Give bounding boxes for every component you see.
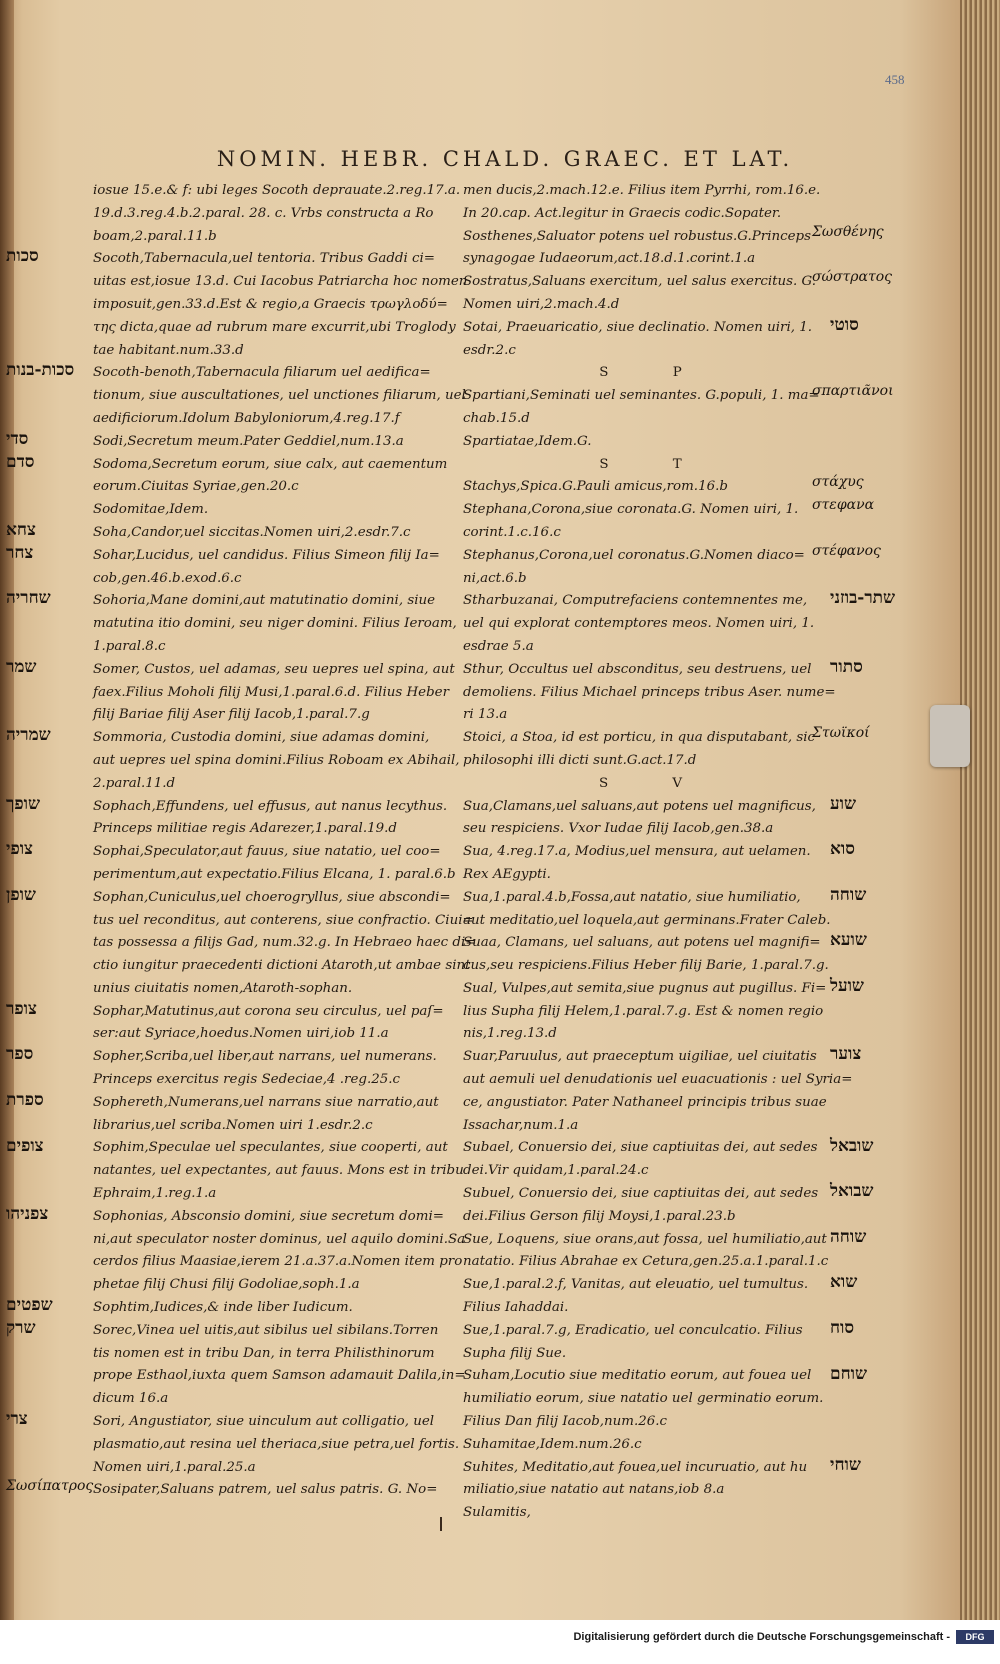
text-line: natantes, uel expectantes, aut fauus. Mons est in tribu (93, 1163, 464, 1179)
text-line: Nomen uiri,2.mach.4.d (463, 296, 620, 312)
text-line: aedificiorum.Idolum Babyloniorum,4.reg.17.f (93, 410, 400, 426)
text-line: natatio. Filius Abrahae ex Cetura,gen.25.a.1.paral.1.c (463, 1254, 829, 1270)
text-line: Supha filij Sue. (463, 1345, 567, 1361)
margin-headword: שובאל (830, 1135, 874, 1156)
text-line: Spartiani,Seminati uel seminantes. G.populi, 1. ma= (463, 388, 820, 404)
text-line: Sue,1.paral.2.f, Vanitas, aut eleuatio, uel tumultus. (463, 1277, 809, 1293)
folio-number: 458 (885, 72, 905, 87)
catchword-mark (440, 1517, 442, 1531)
margin-headword: שרק (6, 1318, 36, 1338)
text-line: uel qui explorat contemptores meos. Nomen uiri, 1. (463, 616, 815, 632)
text-line: Subuel, Conuersio dei, siue captiuitas dei, aut sedes (463, 1186, 819, 1202)
text-line: chab.15.d (463, 410, 530, 426)
margin-headword: סתור (830, 656, 863, 677)
text-line: cus,seu respiciens.Filius Heber filij Barie, 1.paral.7.g. (463, 958, 829, 974)
text-line: Somer, Custos, uel adamas, seu uepres uel spina, aut (93, 661, 455, 677)
text-line: miliatio,siue natatio aut natans,iob 8.a (463, 1482, 725, 1498)
text-line: Sohoria,Mane domini,aut matutinatio domini, siue (93, 593, 436, 609)
text-line: Socoth,Tabernacula,uel tentoria. Tribus Gaddi ci= (93, 251, 436, 267)
text-line: aut uepres uel spina domini.Filius Roboam ex Abihail, (93, 752, 460, 768)
margin-headword: סכות-בנות (6, 360, 75, 381)
text-line: In 20.cap. Act.legitur in Graecis codic.Sopater. (463, 205, 782, 221)
margin-headword: שבואל (830, 1181, 874, 1202)
text-line: Sue,1.paral.7.g, Eradicatio, uel conculcatio. Filius (463, 1322, 803, 1338)
text-line: Sthur, Occultus uel absconditus, seu destruens, uel (463, 661, 812, 677)
text-line: cerdos filius Maasiae,ierem 21.a.37.a.Nomen item pro (93, 1254, 463, 1270)
margin-headword: Σωσθένης (812, 223, 884, 240)
footer-credit: Digitalisierung gefördert durch die Deutsche Forschungsgemeinschaft - (573, 1631, 950, 1643)
text-line: uitas est,iosue 13.d. Cui Iacobus Patriarcha hoc nomen (93, 274, 468, 290)
margin-headword: צחר (6, 542, 34, 563)
margin-headword: שפטים (6, 1295, 53, 1316)
text-line: synagogae Iudaeorum,act.18.d.1.corint.1.a (463, 251, 756, 267)
margin-headword: ספר (6, 1044, 34, 1065)
text-line: Suham,Locutio siue meditatio eorum, aut fouea uel (463, 1368, 812, 1384)
margin-headword: שוחה (830, 884, 867, 905)
margin-headword: שמר (6, 656, 37, 677)
text-line: tionum, siue auscultationes, uel unctiones filiarum, uel (93, 388, 466, 404)
left-column (93, 180, 477, 1502)
margin-headword: στέφανος (812, 542, 881, 559)
text-line: ce, angustiator. Pater Nathaneel principis tribus suae (463, 1094, 827, 1110)
margin-headword: שוע (830, 793, 857, 814)
text-line: eorum.Ciuitas Syriae,gen.20.c (93, 479, 299, 495)
margin-headword: שועא (830, 930, 867, 951)
text-line: 2.paral.11.d (93, 775, 176, 791)
text-line: Sopher,Scriba,uel liber,aut narrans, uel numerans. (93, 1049, 437, 1065)
text-line: Stachys,Spica.G.Pauli amicus,rom.16.b (463, 479, 728, 495)
margin-headword: צפניהו (6, 1204, 49, 1224)
text-line: Sophereth,Numerans,uel narrans siue narratio,aut (93, 1094, 439, 1110)
text-line: demoliens. Filius Michael princeps tribus Aser. nume= (463, 684, 836, 700)
text-line: phetae filij Chusi filij Godoliae,soph.1.a (93, 1277, 360, 1293)
text-line: Stoici, a Stoa, id est porticu, in qua disputabant, sic (463, 730, 816, 746)
text-line: της dicta,quae ad rubrum mare excurrit,ubi Troglody (93, 319, 456, 335)
margin-headword: σπαρτιᾶνοι (812, 383, 894, 400)
text-line: Sual, Vulpes,aut semita,siue pugnus aut pugillus. Fi= (463, 980, 827, 996)
margin-headword: שתר-בוזני (830, 588, 896, 609)
text-line: dicum 16.a (93, 1391, 169, 1407)
text-line: Sotai, Praeuaricatio, siue declinatio. Nomen uiri, 1. (463, 319, 813, 335)
text-line: Sodi,Secretum meum.Pater Geddiel,num.13.a (93, 433, 404, 449)
text-line: Sohar,Lucidus, uel candidus. Filius Simeon filij Ia= (93, 547, 440, 563)
margin-headword: שוחם (830, 1363, 868, 1384)
text-line: Suaa, Clamans, uel saluans, aut potens uel magnifi= (463, 935, 821, 951)
text-line: Stharbuzanai, Computrefaciens contemnentes me, (463, 593, 808, 609)
text-line: Sodoma,Secretum eorum, siue calx, aut caementum (93, 456, 448, 472)
text-line: Sophar,Matutinus,aut corona seu circulus, uel paſ= (93, 1003, 444, 1019)
text-line: Sua,Clamans,uel saluans,aut potens uel magnificus, (463, 798, 816, 814)
text-line: Sori, Angustiator, siue uinculum aut colligatio, uel (93, 1414, 435, 1430)
margin-headword: σώστρατος (812, 269, 892, 286)
margin-headword: στάχυς (812, 474, 864, 491)
margin-headword: ספרת (6, 1090, 44, 1110)
text-line: Nomen uiri,1.paral.25.a (93, 1459, 256, 1475)
margin-headword: סדי (6, 428, 29, 449)
text-line: dei.Vir quidam,1.paral.24.c (463, 1163, 649, 1179)
text-line: Sorec,Vinea uel uitis,aut sibilus uel sibilans.Torren (93, 1322, 439, 1338)
text-line: Suhites, Meditatio,aut fouea,uel incuruatio, aut hu (463, 1459, 808, 1475)
text-line: prope Esthaol,iuxta quem Samson adamauit Dalila,in= (93, 1368, 466, 1384)
margin-headword: צופים (6, 1135, 44, 1156)
text-line: librarius,uel scriba.Nomen uiri 1.esdr.2.c (93, 1117, 373, 1133)
text-line: perimentum,aut expectatio.Filius Elcana, 1. paral.6.b (93, 866, 456, 882)
margin-headword: צוער (830, 1044, 862, 1065)
text-line: Sua,1.paral.4.b,Fossa,aut natatio, siue humiliatio, (463, 889, 801, 905)
text-line: Sosthenes,Saluator potens uel robustus.G.Princeps (463, 228, 811, 244)
text-line: corint.1.c.16.c (463, 524, 561, 540)
text-line: ni,aut speculator noster dominus, uel aquilo domini.Sa (93, 1231, 466, 1247)
text-line: Sophtim,Iudices,& inde liber Iudicum. (93, 1300, 353, 1316)
margin-headword: שמריה (6, 725, 51, 746)
text-line: S P (599, 365, 712, 381)
text-line: ni,act.6.b (463, 570, 527, 586)
text-line: humiliatio eorum, siue natatio uel germinatio eorum. (463, 1391, 824, 1407)
margin-headword: סוא (830, 839, 855, 860)
text-line: unius ciuitatis nomen,Ataroth-sophan. (93, 980, 353, 996)
text-line: Sosipater,Saluans patrem, uel salus patris. G. No= (93, 1482, 438, 1498)
text-line: tis nomen est in tribu Dan, in terra Philisthinorum (93, 1345, 435, 1361)
dfg-logo: DFG (956, 1630, 994, 1644)
margin-headword: סוח (830, 1318, 855, 1338)
text-line: Sophan,Cuniculus,uel choerogryllus, siue abscondi= (93, 889, 451, 905)
text-line: Suhamitae,Idem.num.26.c (463, 1436, 642, 1452)
margin-headword: צופי (6, 839, 33, 860)
text-line: Filius Dan filij Iacob,num.26.c (463, 1414, 668, 1430)
text-line: Issachar,num.1.a (463, 1117, 579, 1133)
text-line: aut aemuli uel denudationis uel euacuationis : uel Syria= (463, 1072, 853, 1088)
text-line: men ducis,2.mach.12.e. Filius item Pyrrhi, rom.16.e. (463, 183, 821, 198)
text-line: boam,2.paral.11.b (93, 228, 217, 244)
text-line: Subael, Conuersio dei, siue captiuitas dei, aut sedes (463, 1140, 818, 1156)
text-line: Socoth-benoth,Tabernacula filiarum uel aedifica= (93, 365, 431, 381)
text-line: seu respiciens. Vxor Iudae filij Iacob,gen.38.a (463, 821, 774, 837)
text-line: aut meditatio,uel loquela,aut germinans.Frater Caleb. (463, 912, 831, 928)
text-line: Sophonias, Absconsio domini, siue secretum domi= (93, 1208, 444, 1224)
text-line: Spartiatae,Idem.G. (463, 433, 592, 449)
margin-headword: στεφανα (812, 497, 875, 514)
text-line: Stephana,Corona,siue coronata.G. Nomen uiri, 1. (463, 502, 799, 518)
text-line: Sostratus,Saluans exercitum, uel salus exercitus. G. (463, 274, 817, 290)
text-line: imposuit,gen.33.d.Est & regio,a Graecis τρωγλοδύ= (93, 296, 448, 312)
text-line: ctio iungitur praecedenti dictioni Ataroth,ut ambae sint (93, 958, 471, 974)
text-line: iosue 15.e.& f: ubi leges Socoth deprauate.2.reg.17.a. (93, 183, 461, 198)
text-line: tae habitant.num.33.d (93, 342, 244, 358)
margin-headword: צחא (6, 520, 36, 540)
text-line: 1.paral.8.c (93, 638, 166, 654)
text-line: Sophach,Effundens, uel effusus, aut nanus lecythus. (93, 798, 448, 814)
margin-headword: שוחה (830, 1226, 867, 1247)
text-line: cob,gen.46.b.exod.6.c (93, 570, 242, 586)
text-line: faex.Filius Moholi filij Musi,1.paral.6.d. Filius Heber (93, 684, 450, 700)
text-line: Sophai,Speculator,aut fauus, siue natatio, uel coo= (93, 844, 441, 860)
text-line: Sodomitae,Idem. (93, 502, 209, 518)
text-line: lius Supha filij Helem,1.paral.7.g. Est & nomen regio (463, 1003, 824, 1019)
text-line: Sue, Loquens, siue orans,aut fossa, uel humiliatio,aut (463, 1231, 827, 1247)
text-line: Princeps exercitus regis Sedeciae,4 .reg.25.c (93, 1072, 400, 1088)
margin-headword: צופר (6, 998, 37, 1019)
text-line: 19.d.3.reg.4.b.2.paral. 28. c. Vrbs constructa a Ro (93, 205, 434, 221)
margin-headword: סדם (6, 451, 35, 472)
text-line: tas possessa a filijs Gad, num.32.g. In Hebraeo haec di= (93, 935, 477, 951)
text-line: matutina itio domini, seu niger domini. Filius Ieroam, (93, 616, 457, 632)
margin-headword: Στωϊκοί (812, 725, 870, 742)
margin-headword: שופן (6, 884, 36, 905)
text-line: tus uel reconditus, aut conterens, siue confractio. Ciui= (93, 912, 474, 928)
text-line: Filius Iahaddai. (463, 1300, 569, 1316)
margin-headword: שוא (830, 1272, 858, 1293)
text-line: esdrae 5.a (463, 638, 534, 654)
text-line: Ephraim,1.reg.1.a (93, 1186, 217, 1202)
margin-headword: שוחי (830, 1454, 861, 1475)
margin-headword: Σωσίπατρος (6, 1477, 94, 1494)
text-line: philosophi illi dicti sunt.G.act.17.d (463, 752, 697, 768)
text-line: esdr.2.c (463, 342, 516, 358)
text-line: Rex AEgypti. (463, 866, 551, 882)
page-block-edge (960, 0, 1000, 1620)
text-line: nis,1.reg.13.d (463, 1026, 557, 1042)
text-line: dei.Filius Gerson filij Moysi,1.paral.23.b (463, 1208, 736, 1224)
footer-bar (0, 1620, 1000, 1664)
text-line: Soha,Candor,uel siccitas.Nomen uiri,2.esdr.7.c (93, 524, 411, 540)
text-line: Sua, 4.reg.17.a, Modius,uel mensura, aut uelamen. (463, 844, 811, 860)
text-line: Sulamitis, (463, 1505, 531, 1521)
text-line: Suar,Paruulus, aut praeceptum uigiliae, uel ciuitatis (463, 1049, 817, 1065)
margin-headword: שועל (830, 976, 864, 996)
text-line: Stephanus,Corona,uel coronatus.G.Nomen diaco= (463, 547, 805, 563)
text-line: filij Bariae filij Aser filij Iacob,1.paral.7.g (93, 707, 370, 723)
margin-headword: שחריה (6, 588, 51, 609)
text-line: Princeps militiae regis Adarezer,1.paral.19.d (93, 821, 397, 837)
margin-headword: סוטי (830, 314, 859, 335)
bookmark-tab (930, 705, 970, 767)
margin-headword: שופך (6, 793, 40, 814)
text-line: Sophim,Speculae uel speculantes, siue cooperti, aut (93, 1140, 448, 1156)
running-head: NOMIN. HEBR. CHALD. GRAEC. ET LAT. (216, 147, 794, 171)
text-line: ser:aut Syriace,hoedus.Nomen uiri,iob 11.a (93, 1026, 389, 1042)
margin-headword: סכות (6, 246, 39, 267)
text-line: S T (599, 456, 712, 472)
text-line: S V (598, 775, 713, 791)
text-line: ri 13.a (463, 707, 508, 723)
margin-headword: צרי (6, 1409, 28, 1430)
text-line: Sommoria, Custodia domini, siue adamas domini, (93, 730, 430, 746)
text-line: plasmatio,aut resina uel theriaca,siue petra,uel fortis. (93, 1436, 460, 1452)
